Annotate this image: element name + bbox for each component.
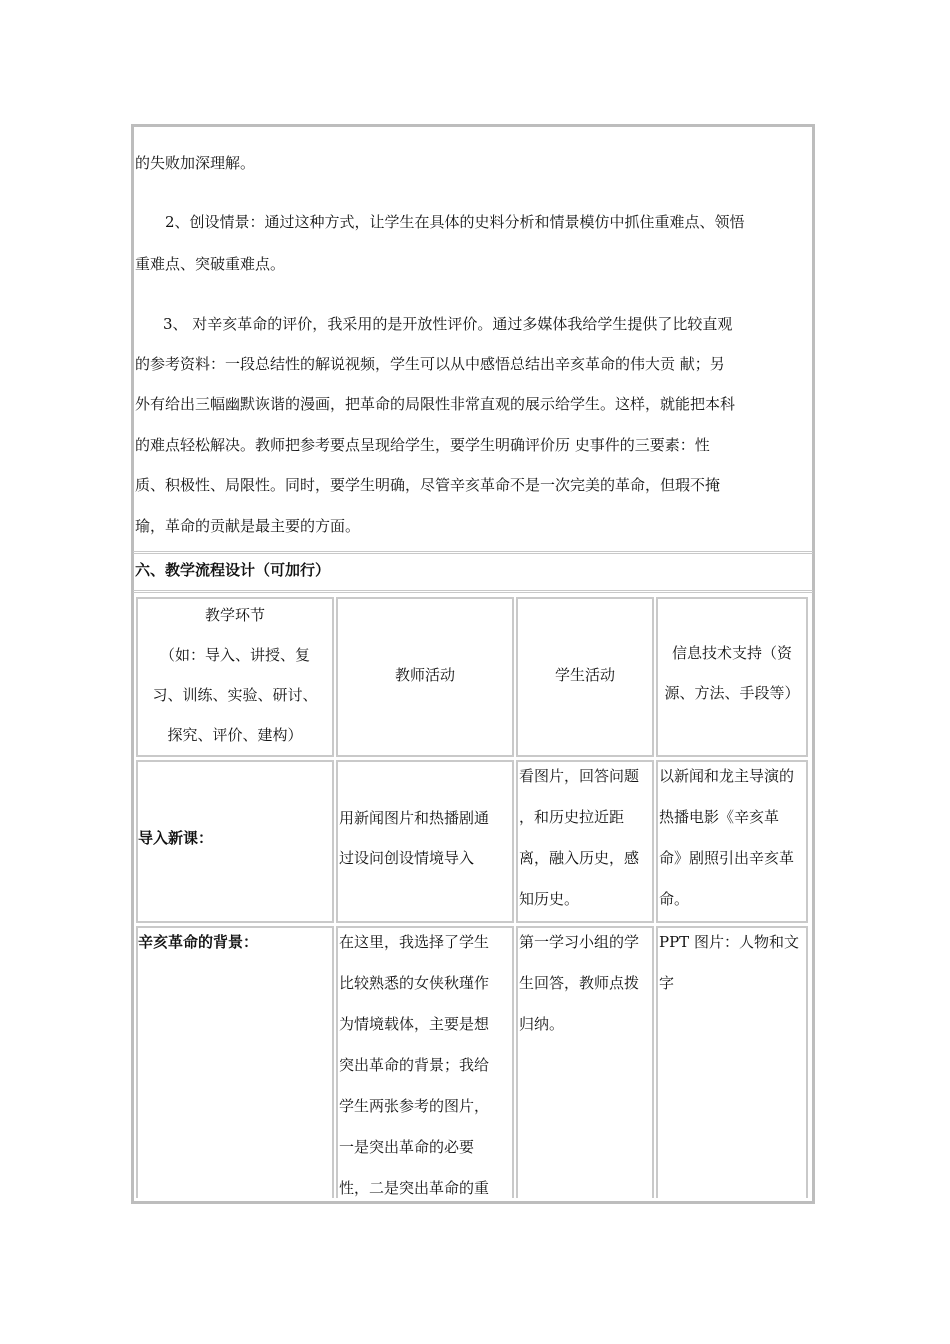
row1-stage-cell (136, 760, 334, 923)
tech-line: 命》剧照引出辛亥革 (659, 849, 795, 867)
teacher-line: 用新闻图片和热播剧通 (339, 809, 490, 827)
header-tech-line: 源、方法、手段等） (664, 684, 800, 702)
stage-label: 辛亥革命的背景： (138, 933, 259, 951)
header-cell-teacher (336, 597, 514, 757)
header-cell-stage (136, 597, 334, 757)
section-title: 六、教学流程设计（可加行） (135, 561, 331, 579)
header-cell-student (516, 597, 654, 757)
teacher-line: 学生两张参考的图片， (339, 1097, 490, 1115)
tech-line: PPT 图片：人物和文 (659, 933, 799, 951)
row1-teacher-cell (336, 760, 514, 923)
section-separator (133, 590, 813, 593)
header-stage-line: （如：导入、讲授、复 (159, 646, 310, 664)
tech-line: 字 (659, 974, 675, 992)
row2-student-cell (516, 926, 654, 1198)
text-line: 2、创设情景：通过这种方式，让学生在具体的史料分析和情景模仿中抓住重难点、领悟 (165, 213, 745, 231)
header-stage-line: 探究、评价、建构） (167, 726, 303, 744)
header-cell-tech (656, 597, 808, 757)
student-line: 第一学习小组的学 (519, 933, 640, 951)
header-stage-line: 教学环节 (204, 606, 265, 624)
teacher-line: 在这里，我选择了学生 (339, 933, 490, 951)
student-line: 知历史。 (519, 890, 580, 908)
teacher-line: 过设问创设情境导入 (339, 849, 475, 867)
tech-line: 以新闻和龙主导演的 (659, 767, 795, 785)
text-line: 外有给出三幅幽默诙谐的漫画，把革命的局限性非常直观的展示给学生。这样，就能把本科 (135, 395, 736, 413)
student-line: 离，融入历史，感 (519, 849, 640, 867)
teacher-line: 为情境载体，主要是想 (339, 1015, 490, 1033)
text-line: 瑜，革命的贡献是最主要的方面。 (135, 517, 361, 535)
text-line: 3、 对辛亥革命的评价，我采用的是开放性评价。通过多媒体我给学生提供了比较直观 (163, 315, 733, 333)
text-line: 重难点、突破重难点。 (135, 255, 286, 273)
student-line: 生回答，教师点拨 (519, 974, 640, 992)
row2-tech-cell (656, 926, 808, 1198)
header-student-label: 学生活动 (554, 666, 615, 684)
text-line: 的参考资料：一段总结性的解说视频，学生可以从中感悟总结出辛亥革命的伟大贡 献；另 (135, 355, 725, 373)
section-separator (133, 551, 813, 554)
text-line: 的失败加深理解。 (135, 154, 256, 172)
text-line: 的难点轻松解决。教师把参考要点呈现给学生，要学生明确评价历 史事件的三要素：性 (135, 436, 710, 454)
row2-stage-cell (136, 926, 334, 1198)
header-stage-line: 习、训练、实验、研讨、 (152, 686, 318, 704)
teacher-line: 比较熟悉的女侠秋瑾作 (339, 974, 490, 992)
row2-teacher-cell (336, 926, 514, 1198)
tech-line: 热播电影《辛亥革 (659, 808, 780, 826)
teacher-line: 性，二是突出革命的重 (339, 1179, 490, 1197)
row1-tech-cell (656, 760, 808, 923)
student-line: ，和历史拉近距 (519, 808, 625, 826)
row1-student-cell (516, 760, 654, 923)
stage-label: 导入新课： (138, 829, 214, 847)
header-tech-line: 信息技术支持（资 (671, 644, 792, 662)
teacher-line: 突出革命的背景；我给 (339, 1056, 490, 1074)
tech-line: 命。 (659, 890, 690, 908)
teacher-line: 一是突出革命的必要 (339, 1138, 475, 1156)
header-teacher-label: 教师活动 (394, 666, 455, 684)
text-line: 质、积极性、局限性。同时，要学生明确，尽管辛亥革命不是一次完美的革命，但瑕不掩 (135, 476, 721, 494)
student-line: 归纳。 (519, 1015, 565, 1033)
student-line: 看图片，回答问题 (519, 767, 640, 785)
